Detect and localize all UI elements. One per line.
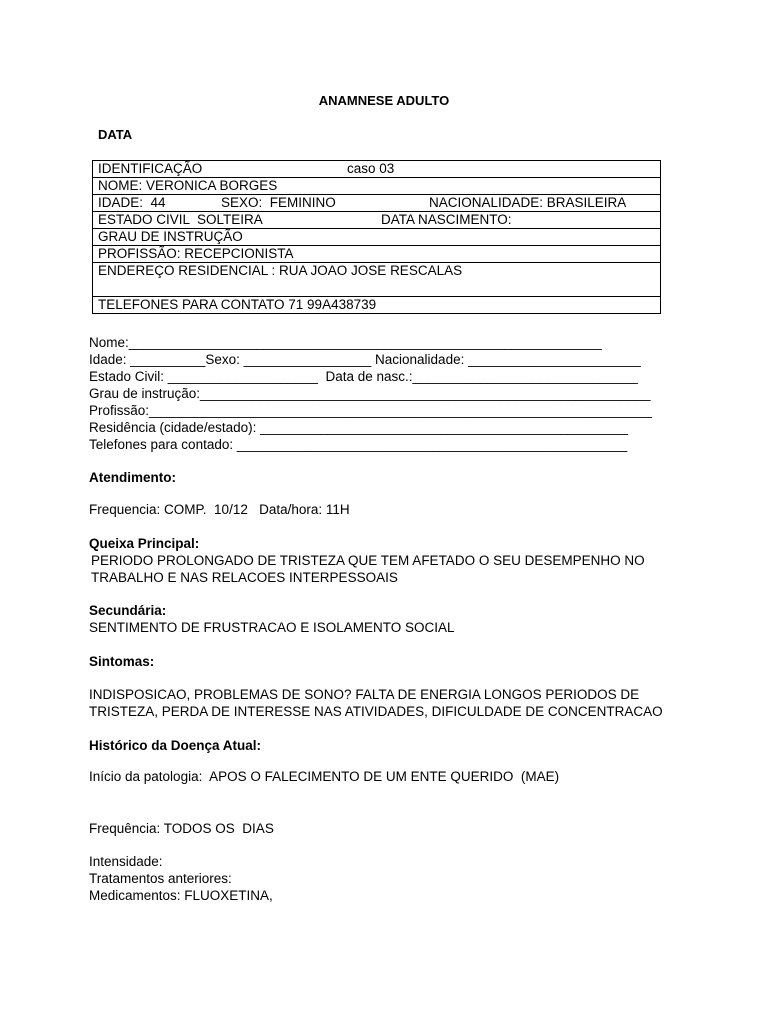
queixa-principal-heading: Queixa Principal: bbox=[89, 536, 200, 551]
profissao-cell: PROFISSÃO: RECEPCIONISTA bbox=[93, 246, 661, 263]
grau-instrucao-cell: GRAU DE INSTRUÇÃO bbox=[93, 229, 661, 246]
historico-medicamentos: Medicamentos: FLUOXETINA, bbox=[89, 888, 273, 903]
form-line-idade: Idade: __________Sexo: _________________ Nacionalidade: _______________________ bbox=[89, 352, 641, 367]
historico-inicio: Início da patologia: APOS O FALECIMENTO DE UM ENTE QUERIDO (MAE) bbox=[89, 769, 560, 784]
secundaria-heading: Secundária: bbox=[89, 603, 167, 618]
form-line-telefones: Telefones para contado: ____________________________________________________ bbox=[89, 437, 628, 452]
estado-civil-value: ESTADO CIVIL SOLTEIRA bbox=[98, 212, 263, 227]
sexo-value: SEXO: FEMININO bbox=[221, 195, 336, 210]
historico-tratamentos: Tratamentos anteriores: bbox=[89, 871, 232, 886]
historico-frequencia: Frequência: TODOS OS DIAS bbox=[89, 821, 274, 836]
form-line-profissao: Profissão:___________________________________________________________________ bbox=[89, 403, 653, 418]
historico-heading: Histórico da Doença Atual: bbox=[89, 738, 262, 753]
historico-intensidade: Intensidade: bbox=[89, 854, 163, 869]
idade-value: IDADE: 44 bbox=[98, 195, 166, 210]
table-row bbox=[93, 195, 661, 212]
form-line-grau-instrucao: Grau de instrução:____________________________________________________________ bbox=[89, 386, 651, 401]
sintomas-heading: Sintomas: bbox=[89, 654, 155, 669]
table-row bbox=[93, 212, 661, 229]
endereco-cell: ENDEREÇO RESIDENCIAL : RUA JOAO JOSE RESCALAS bbox=[93, 263, 661, 297]
telefones-cell: TELEFONES PARA CONTATO 71 99A438739 bbox=[93, 297, 661, 314]
table-row bbox=[93, 161, 661, 178]
table-row bbox=[93, 229, 661, 246]
nacionalidade-value: NACIONALIDADE: BRASILEIRA bbox=[429, 195, 627, 210]
data-nascimento-value: DATA NASCIMENTO: bbox=[381, 212, 512, 227]
identification-table bbox=[92, 160, 661, 314]
form-line-nome: Nome:_______________________________________________________________ bbox=[89, 335, 602, 350]
table-row bbox=[93, 178, 661, 195]
data-label: DATA bbox=[98, 127, 133, 142]
page-title: ANAMNESE ADULTO bbox=[318, 93, 450, 108]
secundaria-text: SENTIMENTO DE FRUSTRACAO E ISOLAMENTO SOCIAL bbox=[89, 620, 455, 635]
identification-label: IDENTIFICAÇÃO bbox=[98, 161, 203, 176]
table-row bbox=[93, 246, 661, 263]
idade-cell bbox=[93, 195, 661, 212]
sintomas-line1: INDISPOSICAO, PROBLEMAS DE SONO? FALTA DE ENERGIA LONGOS PERIODOS DE bbox=[89, 687, 640, 702]
case-label: caso 03 bbox=[347, 161, 395, 176]
sintomas-line2: TRISTEZA, PERDA DE INTERESSE NAS ATIVIDADES, DIFICULDADE DE CONCENTRACAO bbox=[89, 704, 663, 719]
atendimento-heading: Atendimento: bbox=[89, 470, 176, 485]
form-line-estado-civil: Estado Civil: ____________________ Data de nasc.:______________________________ bbox=[89, 369, 638, 384]
table-row bbox=[93, 263, 661, 297]
queixa-principal-line2: TRABALHO E NAS RELACOES INTERPESSOAIS bbox=[91, 570, 398, 585]
atendimento-frequencia: Frequencia: COMP. 10/12 Data/hora: 11H bbox=[89, 502, 350, 517]
table-row bbox=[93, 297, 661, 314]
identification-cell bbox=[93, 161, 661, 178]
nome-cell: NOME: VERONICA BORGES bbox=[93, 178, 661, 195]
estado-civil-cell bbox=[93, 212, 661, 229]
queixa-principal-line1: PERIODO PROLONGADO DE TRISTEZA QUE TEM AFETADO O SEU DESEMPENHO NO bbox=[91, 553, 645, 568]
form-line-residencia: Residência (cidade/estado): _________________________________________________ bbox=[89, 420, 628, 435]
